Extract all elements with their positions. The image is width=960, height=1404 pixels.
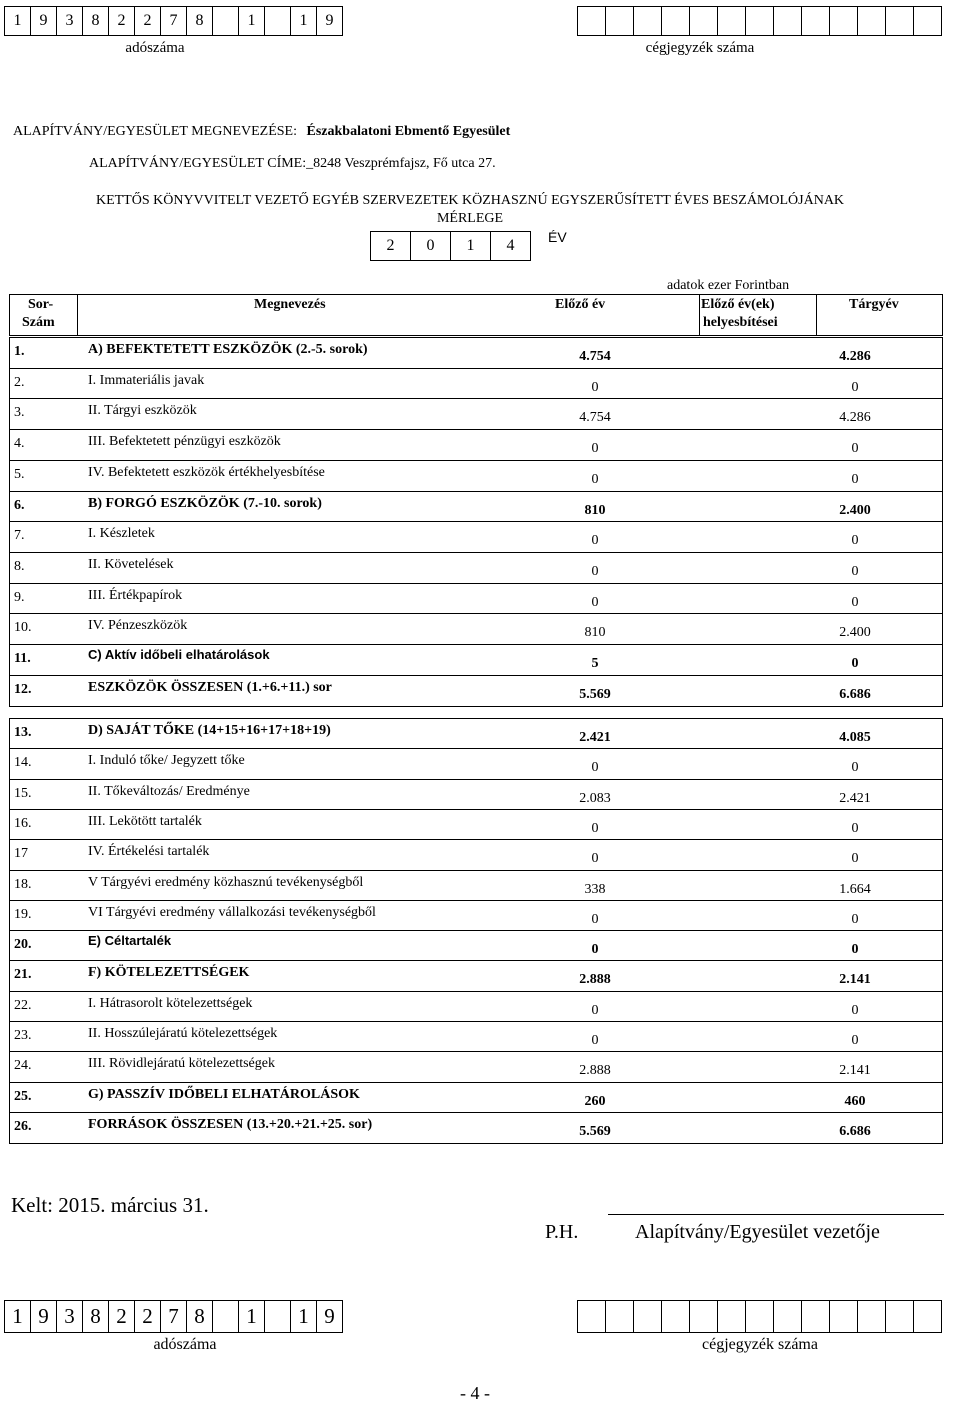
- row-divider: [9, 552, 943, 553]
- org-address-line: [89, 156, 496, 172]
- bottom-registration-number-boxes: [578, 1300, 942, 1333]
- digit-box: 2: [370, 231, 411, 261]
- current-year-value: 4.286: [839, 410, 871, 426]
- org-name-line: [13, 124, 510, 140]
- row-divider: [9, 839, 943, 840]
- row-number: 14.: [14, 755, 32, 771]
- row-divider: [9, 1021, 943, 1022]
- digit-box: [605, 1300, 634, 1333]
- unit-note: adatok ezer Forintban: [667, 278, 790, 293]
- digit-box: [773, 6, 802, 36]
- year-boxes: [371, 231, 531, 261]
- digit-box: [857, 6, 886, 36]
- row-label: III. Befektetett pénzügyi eszközök: [88, 434, 281, 450]
- prev-year-value: 810: [584, 502, 606, 518]
- digit-box: 8: [186, 1300, 213, 1333]
- current-year-value: 0: [851, 851, 859, 867]
- row-number: 3.: [14, 405, 25, 421]
- digit-box: [913, 1300, 942, 1333]
- row-number: 18.: [14, 876, 32, 892]
- current-year-value: 0: [851, 594, 859, 610]
- digit-box: 9: [316, 6, 343, 36]
- row-number: 13.: [14, 725, 32, 740]
- digit-box: 3: [56, 1300, 83, 1333]
- row-divider: [9, 398, 943, 399]
- prev-year-value: 4.754: [579, 349, 611, 364]
- row-divider: [9, 900, 943, 901]
- report-title-line2: MÉRLEGE: [436, 211, 504, 226]
- digit-box: 9: [316, 1300, 343, 1333]
- row-divider: [9, 521, 943, 522]
- year-label: ÉV: [548, 229, 567, 245]
- row-number: 7.: [14, 528, 25, 544]
- prev-year-value: 0: [591, 471, 599, 487]
- current-year-value: 2.421: [839, 790, 871, 806]
- row-number: 15.: [14, 785, 32, 801]
- digit-box: 1: [290, 6, 317, 36]
- current-year-value: 0: [851, 563, 859, 579]
- row-label: A) BEFEKTETETT ESZKÖZÖK (2.-5. sorok): [88, 342, 368, 357]
- row-label: IV. Pénzeszközök: [88, 618, 188, 634]
- digit-box: 9: [30, 6, 57, 36]
- col-header-current: Tárgyév: [849, 297, 899, 312]
- prev-year-value: 0: [591, 441, 599, 457]
- prev-year-value: 2.888: [579, 1063, 611, 1079]
- current-year-value: 0: [851, 379, 859, 395]
- digit-box: [829, 1300, 858, 1333]
- digit-box: 1: [4, 1300, 31, 1333]
- row-label: I. Hátrasorolt kötelezettségek: [88, 995, 253, 1011]
- row-divider: [9, 870, 943, 871]
- digit-box: 4: [490, 231, 531, 261]
- digit-box: [577, 6, 606, 36]
- row-divider: [9, 613, 943, 614]
- page-number: - 4 -: [460, 1383, 490, 1403]
- row-label: II. Tőkeváltozás/ Eredménye: [88, 783, 250, 799]
- row-number: 24.: [14, 1058, 32, 1074]
- row-divider: [9, 809, 943, 810]
- current-year-value: 4.085: [839, 730, 871, 745]
- row-number: 8.: [14, 558, 25, 574]
- current-year-value: 0: [851, 911, 859, 927]
- prev-year-value: 2.421: [579, 730, 611, 745]
- current-year-value: 1.664: [839, 881, 871, 897]
- row-number: 26.: [14, 1118, 32, 1134]
- digit-box: [885, 6, 914, 36]
- row-divider: [9, 491, 943, 492]
- digit-box: 2: [108, 6, 135, 36]
- digit-box: [689, 1300, 718, 1333]
- prev-year-value: 0: [591, 379, 599, 395]
- digit-box: [801, 6, 830, 36]
- digit-box: [661, 6, 690, 36]
- prev-year-value: 0: [591, 1002, 599, 1018]
- report-title-line1: KETTŐS KÖNYVVITELT VEZETŐ EGYÉB SZERVEZETEK KÖZHASZNÚ EGYSZERŰSÍTETT ÉVES BESZÁMOLÓJÁNAK: [95, 193, 845, 208]
- row-number: 23.: [14, 1028, 32, 1043]
- col-header-prev-adj: Előző év(ek): [701, 297, 775, 312]
- current-year-value: 4.286: [839, 349, 871, 364]
- prev-year-value: 4.754: [579, 410, 611, 426]
- row-divider: [9, 644, 943, 645]
- current-year-value: 0: [851, 820, 859, 836]
- ph-label: P.H.: [545, 1221, 579, 1243]
- row-number: 9.: [14, 589, 25, 605]
- digit-box: [689, 6, 718, 36]
- prev-year-value: 338: [584, 881, 606, 897]
- digit-box: [212, 6, 239, 36]
- digit-box: [857, 1300, 886, 1333]
- row-divider: [9, 368, 943, 369]
- digit-box: 0: [410, 231, 451, 261]
- digit-box: [773, 1300, 802, 1333]
- signature-line: [608, 1214, 944, 1215]
- prev-year-value: 0: [591, 760, 599, 776]
- row-number: 17: [14, 846, 28, 862]
- row-divider: [9, 460, 943, 461]
- digit-box: [264, 6, 291, 36]
- top-registration-caption: cégjegyzék száma: [645, 40, 755, 56]
- row-number: 11.: [14, 651, 31, 666]
- digit-box: [661, 1300, 690, 1333]
- row-number: 12.: [14, 681, 32, 697]
- digit-box: [745, 6, 774, 36]
- current-year-value: 0: [851, 1002, 859, 1018]
- row-label: III. Lekötött tartalék: [88, 813, 202, 829]
- row-number: 5.: [14, 466, 25, 482]
- digit-box: 1: [4, 6, 31, 36]
- date-line: Kelt: 2015. március 31.: [11, 1193, 209, 1217]
- row-label: IV. Befektetett eszközök értékhelyesbítése: [88, 464, 325, 480]
- prev-year-value: 0: [591, 820, 599, 836]
- prev-year-value: 2.888: [579, 972, 611, 988]
- current-year-value: 2.400: [839, 625, 871, 641]
- current-year-value: 0: [851, 1033, 859, 1048]
- col-header-name: Megnevezés: [254, 297, 326, 312]
- row-label: G) PASSZÍV IDŐBELI ELHATÁROLÁSOK: [88, 1086, 360, 1102]
- digit-box: [633, 6, 662, 36]
- row-label: I. Induló tőke/ Jegyzett tőke: [88, 753, 245, 769]
- digit-box: 1: [450, 231, 491, 261]
- digit-box: [913, 6, 942, 36]
- digit-box: [829, 6, 858, 36]
- row-number: 10.: [14, 620, 32, 636]
- row-divider: [9, 991, 943, 992]
- digit-box: [885, 1300, 914, 1333]
- row-label: III. Rövidlejáratú kötelezettségek: [88, 1056, 275, 1072]
- current-year-value: 0: [851, 533, 859, 549]
- header-divider: [699, 295, 700, 335]
- digit-box: 7: [160, 1300, 187, 1333]
- org-address-label: ALAPÍTVÁNY/EGYESÜLET CÍME:: [89, 156, 307, 171]
- header-divider: [77, 295, 78, 335]
- current-year-value: 0: [851, 441, 859, 457]
- current-year-value: 6.686: [839, 686, 871, 702]
- row-label: II. Tárgyi eszközök: [88, 403, 197, 419]
- top-tax-caption: adószáma: [125, 40, 185, 56]
- row-label: V Tárgyévi eredmény közhasznú tevékenységből: [88, 874, 364, 890]
- col-header-sor: Sor-: [28, 297, 54, 312]
- rows_liab-border: [9, 718, 943, 1144]
- col-header-prev: Előző év: [555, 297, 606, 312]
- prev-year-value: 5.569: [579, 686, 611, 702]
- row-label: II. Követelések: [88, 556, 174, 572]
- bottom-tax-number-boxes: [5, 1300, 343, 1333]
- row-divider: [9, 960, 943, 961]
- current-year-value: 2.141: [839, 1063, 871, 1079]
- bottom-tax-caption: adószáma: [153, 1336, 217, 1353]
- prev-year-value: 0: [591, 911, 599, 927]
- digit-box: 1: [238, 1300, 265, 1333]
- digit-box: 8: [82, 6, 109, 36]
- row-number: 25.: [14, 1088, 32, 1104]
- current-year-value: 460: [844, 1093, 866, 1109]
- org-name-label: ALAPÍTVÁNY/EGYESÜLET MEGNEVEZÉSE:: [13, 124, 297, 139]
- signer-label: Alapítvány/Egyesület vezetője: [635, 1221, 880, 1243]
- digit-box: [717, 6, 746, 36]
- current-year-value: 0: [851, 760, 859, 776]
- digit-box: [745, 1300, 774, 1333]
- org-address-value: _8248 Veszprémfajsz, Fő utca 27.: [306, 156, 496, 171]
- row-divider: [9, 429, 943, 430]
- row-label: F) KÖTELEZETTSÉGEK: [88, 965, 250, 981]
- prev-year-value: 810: [584, 625, 606, 641]
- row-number: 21.: [14, 967, 32, 983]
- row-divider: [9, 748, 943, 749]
- header-divider: [816, 295, 817, 335]
- prev-year-value: 260: [584, 1093, 606, 1109]
- row-divider: [9, 1051, 943, 1052]
- row-label: C) Aktív időbeli elhatárolások: [88, 647, 270, 662]
- digit-box: 3: [56, 6, 83, 36]
- row-divider: [9, 779, 943, 780]
- digit-box: [633, 1300, 662, 1333]
- digit-box: 9: [30, 1300, 57, 1333]
- digit-box: 1: [290, 1300, 317, 1333]
- current-year-value: 0: [851, 656, 859, 671]
- row-number: 22.: [14, 997, 32, 1013]
- row-label: VI Tárgyévi eredmény vállalkozási tevékenységből: [88, 904, 376, 920]
- row-label: FORRÁSOK ÖSSZESEN (13.+20.+21.+25. sor): [88, 1116, 373, 1132]
- org-name-value: Északbalatoni Ebmentő Egyesület: [306, 124, 511, 139]
- row-number: 20.: [14, 937, 32, 953]
- digit-box: 2: [108, 1300, 135, 1333]
- digit-box: [801, 1300, 830, 1333]
- current-year-value: 2.400: [839, 502, 871, 518]
- col-header-szam: Szám: [22, 315, 55, 330]
- row-number: 16.: [14, 815, 32, 831]
- row-label: IV. Értékelési tartalék: [88, 844, 210, 860]
- top-registration-number-boxes: [578, 6, 942, 36]
- row-divider: [9, 1082, 943, 1083]
- digit-box: 1: [238, 6, 265, 36]
- digit-box: [577, 1300, 606, 1333]
- top-tax-number-boxes: [5, 6, 343, 36]
- row-divider: [9, 675, 943, 676]
- row-label: E) Céltartalék: [88, 933, 172, 949]
- row-label: I. Immateriális javak: [88, 372, 205, 388]
- digit-box: [717, 1300, 746, 1333]
- prev-year-value: 0: [591, 533, 599, 549]
- current-year-value: 0: [851, 471, 859, 487]
- digit-box: [605, 6, 634, 36]
- row-label: III. Értékpapírok: [88, 587, 183, 603]
- prev-year-value: 0: [591, 851, 599, 867]
- digit-box: 8: [82, 1300, 109, 1333]
- digit-box: 2: [134, 6, 161, 36]
- row-label: B) FORGÓ ESZKÖZÖK (7.-10. sorok): [88, 495, 322, 511]
- prev-year-value: 5: [591, 656, 599, 671]
- row-label: II. Hosszúlejáratú kötelezettségek: [88, 1026, 278, 1041]
- prev-year-value: 5.569: [579, 1123, 611, 1139]
- row-number: 2.: [14, 374, 25, 390]
- prev-year-value: 0: [591, 594, 599, 610]
- prev-year-value: 0: [591, 942, 599, 958]
- bottom-registration-caption: cégjegyzék száma: [702, 1336, 818, 1353]
- row-label: I. Készletek: [88, 526, 155, 542]
- row-label: ESZKÖZÖK ÖSSZESEN (1.+6.+11.) sor: [88, 679, 332, 695]
- prev-year-value: 0: [591, 1033, 599, 1048]
- prev-year-value: 0: [591, 563, 599, 579]
- col-header-prev-adj2: helyesbítései: [703, 315, 778, 330]
- row-number: 6.: [14, 497, 25, 513]
- digit-box: [212, 1300, 239, 1333]
- row-divider: [9, 930, 943, 931]
- prev-year-value: 2.083: [579, 790, 611, 806]
- row-divider: [9, 1112, 943, 1113]
- row-number: 19.: [14, 906, 32, 922]
- current-year-value: 6.686: [839, 1123, 871, 1139]
- digit-box: [264, 1300, 291, 1333]
- digit-box: 7: [160, 6, 187, 36]
- current-year-value: 2.141: [839, 972, 871, 988]
- row-divider: [9, 583, 943, 584]
- row-number: 1.: [14, 344, 25, 359]
- digit-box: 2: [134, 1300, 161, 1333]
- table-header: [9, 294, 943, 336]
- row-label: D) SAJÁT TŐKE (14+15+16+17+18+19): [88, 723, 331, 738]
- digit-box: 8: [186, 6, 213, 36]
- current-year-value: 0: [851, 942, 859, 958]
- row-number: 4.: [14, 436, 25, 452]
